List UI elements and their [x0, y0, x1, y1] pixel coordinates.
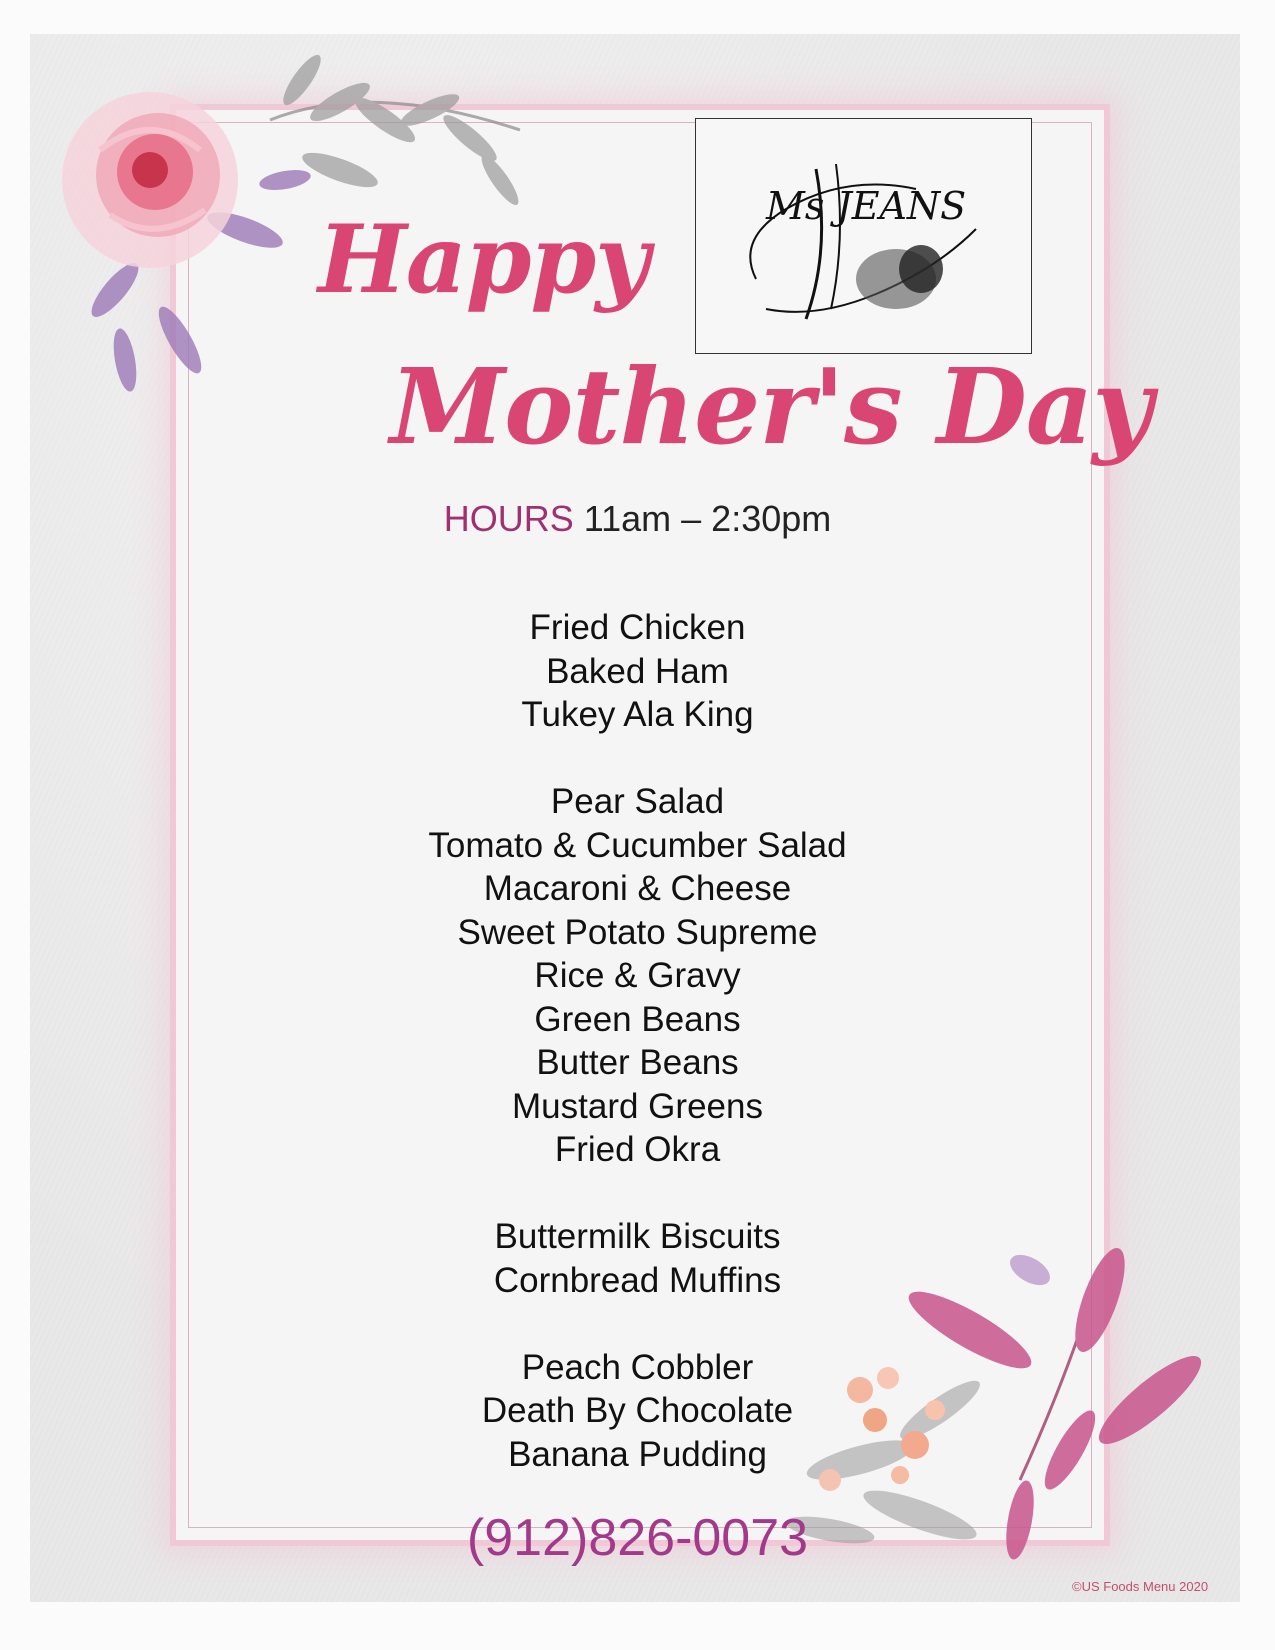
menu-item: Fried Okra: [554, 1130, 721, 1169]
menu-item: Cornbread Muffins: [493, 1260, 782, 1300]
menu-group: [0, 780, 1275, 1172]
menu-item: Rice & Gravy: [534, 956, 741, 995]
title-happy: Happy: [318, 205, 649, 315]
hours-label: HOURS: [443, 498, 574, 539]
logo-text: Ms JEANS: [766, 184, 967, 228]
menu-item: Banana Pudding: [508, 1434, 767, 1474]
menu-item: Sweet Potato Supreme: [457, 912, 818, 952]
pink-rose-icon: [62, 92, 238, 268]
phone-number: (912)826-0073: [466, 1509, 809, 1567]
menu-item: Baked Ham: [546, 651, 729, 691]
menu-item: Death By Chocolate: [481, 1391, 794, 1430]
menu-item: Butter Beans: [536, 1043, 739, 1082]
menu-item: Fried Chicken: [529, 608, 746, 647]
menu-item: Green Beans: [534, 999, 741, 1039]
menu-group: [0, 1346, 1275, 1477]
copyright-text: ©US Foods Menu 2020: [1072, 1579, 1209, 1594]
logo-box: [695, 118, 1032, 354]
menu-item: Pear Salad: [550, 782, 725, 821]
menu-list: [0, 606, 1275, 1520]
menu-group: [0, 606, 1275, 737]
menu-item: Macaroni & Cheese: [483, 869, 792, 908]
menu-item: Mustard Greens: [512, 1086, 763, 1126]
title-mothers-day: Mother's Day: [390, 345, 1152, 468]
menu-item: Peach Cobbler: [521, 1347, 754, 1387]
jeans-logo-icon: [696, 119, 1031, 353]
hours-line: [0, 498, 1275, 540]
gray-leaves-icon: [270, 50, 524, 209]
menu-item: Tomato & Cucumber Salad: [428, 825, 847, 865]
menu-group: [0, 1215, 1275, 1302]
hours-value: 11am – 2:30pm: [583, 498, 832, 539]
menu-item: Buttermilk Biscuits: [494, 1217, 781, 1256]
menu-item: Tukey Ala King: [521, 695, 754, 734]
